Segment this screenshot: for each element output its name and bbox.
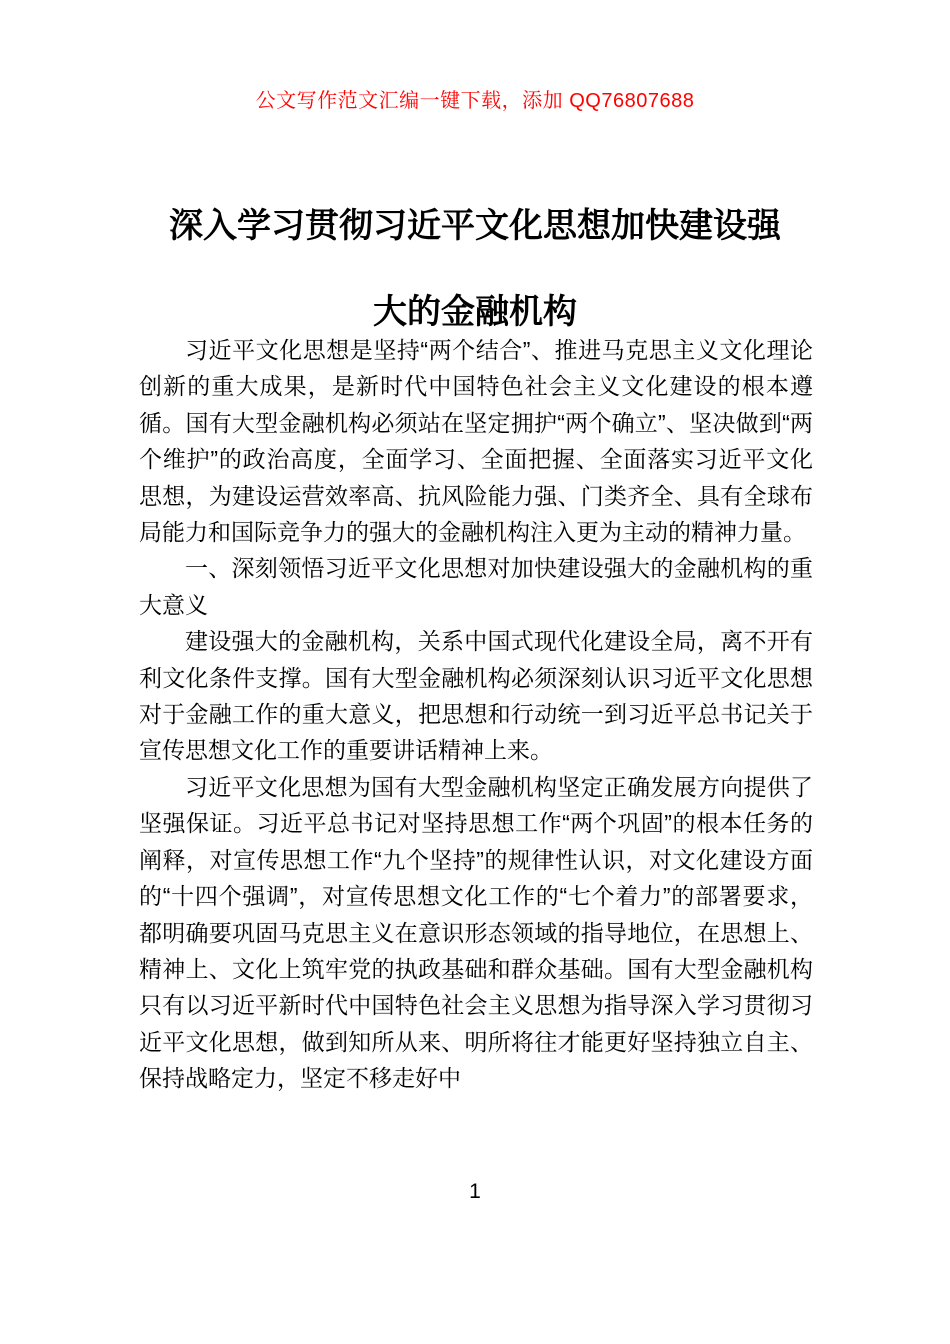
document-title-line-1: 深入学习贯彻习近平文化思想加快建设强 [169, 206, 781, 245]
document-title-line-2: 大的金融机构 [373, 292, 577, 331]
paragraph: 习近平文化思想是坚持“两个结合”、推进马克思主义文化理论创新的重大成果，是新时代中国特色社会主义文化建设的根本遵循。国有大型金融机构必须站在坚定拥护“两个确立”、坚决做到“两个维护”的政治高度，全面学习、全面把握、全面落实习近平文化思想，为建设运营效率高、抗风险能力强、门类齐全、具有全球布局能力和国际竞争力的强大的金融机构注入更为主动的精神力量。 [139, 337, 813, 546]
paragraph: 习近平文化思想为国有大型金融机构坚定正确发展方向提供了坚强保证。习近平总书记对坚持思想工作“两个巩固”的根本任务的阐释，对宣传思想工作“九个坚持”的规律性认识，对文化建设方面的“十四个强调”，对宣传思想文化工作的“七个着力”的部署要求，都明确要巩固马克思主义在意识形态领域的指导地位，在思想上、精神上、文化上筑牢党的执政基础和群众基础。国有大型金融机构只有以习近平新时代中国特色社会主义思想为指导深入学习贯彻习近平文化思想，做到知所从来、明所将往才能更好坚持独立自主、保持战略定力，坚定不移走好中 [139, 773, 813, 1092]
page-number: 1 [469, 1180, 481, 1203]
document-title [0, 183, 950, 355]
document-body [139, 332, 813, 1172]
header-notice: 公文写作范文汇编一键下载，添加 QQ76807688 [255, 90, 695, 112]
paragraph: 一、深刻领悟习近平文化思想对加快建设强大的金融机构的重大意义 [139, 555, 813, 618]
paragraph: 建设强大的金融机构，关系中国式现代化建设全局，离不开有利文化条件支撑。国有大型金融机构必须深刻认识习近平文化思想对于金融工作的重大意义，把思想和行动统一到习近平总书记关于宣传思想文化工作的重要讲话精神上来。 [139, 628, 813, 764]
